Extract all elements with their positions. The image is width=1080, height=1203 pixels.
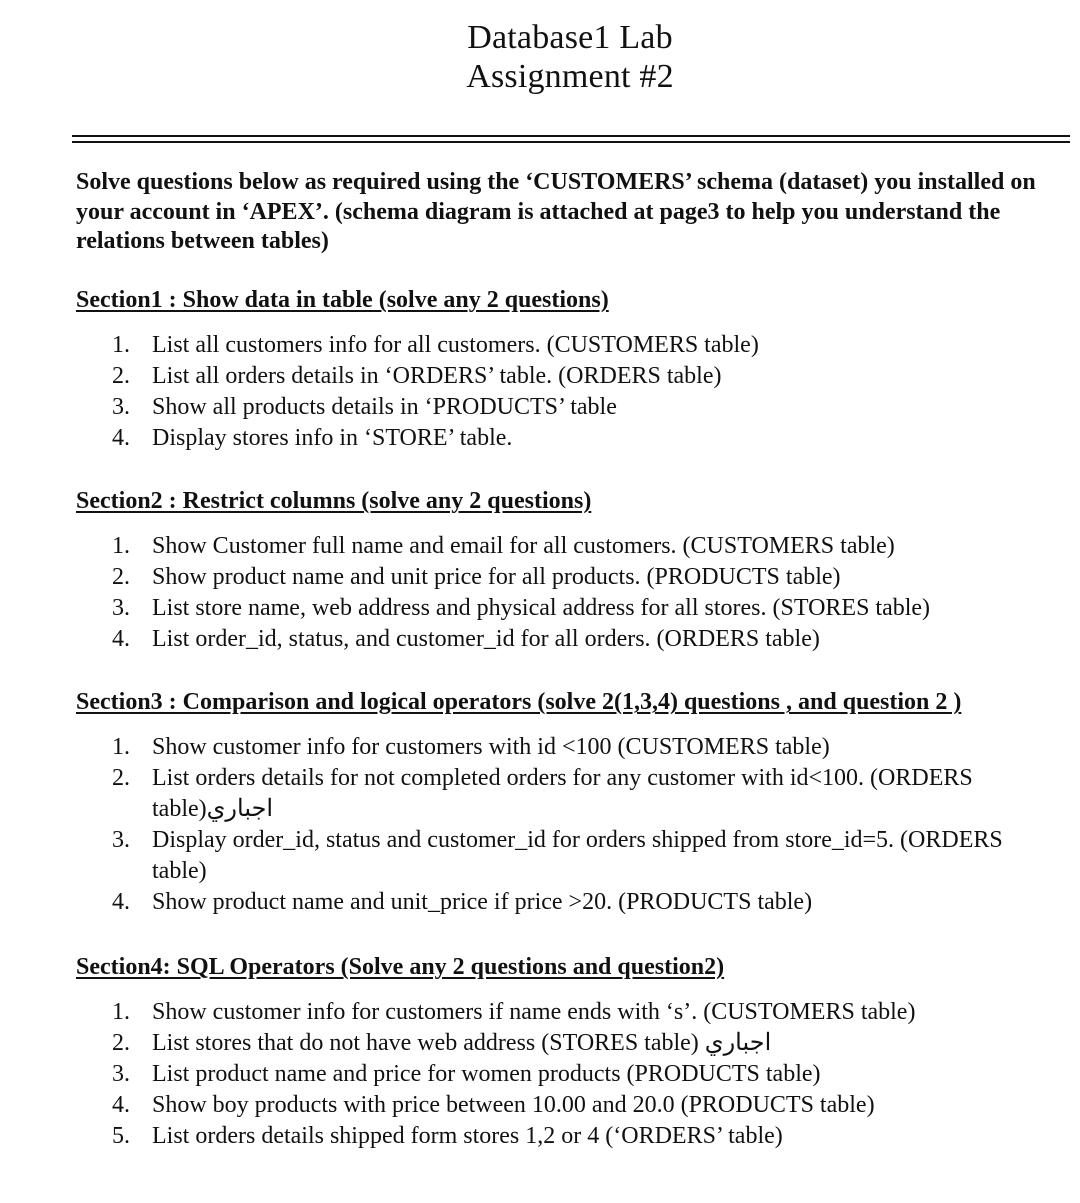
section-1 [76, 285, 1076, 454]
question-item [76, 1059, 1042, 1090]
question-number: 4. [112, 889, 130, 915]
question-text: Show product name and unit price for all products. (PRODUCTS table) [152, 564, 841, 590]
question-item [76, 1090, 1042, 1121]
question-number: 5. [112, 1123, 130, 1149]
question-item [76, 997, 1042, 1028]
question-text: List stores that do not have web address (STORES table) اجباري [152, 1030, 772, 1056]
document-subtitle: Assignment #2 [466, 58, 674, 95]
question-text: Display order_id, status and customer_id for orders shipped from store_id=5. (ORDERS table) [152, 827, 1003, 884]
question-text: Display stores info in ‘STORE’ table. [152, 425, 513, 451]
question-text: Show customer info for customers with id <100 (CUSTOMERS table) [152, 734, 830, 760]
question-number: 3. [112, 1061, 130, 1087]
question-item [76, 1028, 1042, 1059]
question-number: 1. [112, 533, 130, 559]
title-divider-top [72, 135, 1070, 137]
question-number: 4. [112, 626, 130, 652]
question-number: 2. [112, 765, 130, 791]
title-divider-bottom [72, 141, 1070, 143]
question-number: 3. [112, 394, 130, 420]
question-number: 3. [112, 595, 130, 621]
question-item [76, 392, 1042, 423]
question-item [76, 330, 1042, 361]
section-heading: Section1 : Show data in table (solve any 2 questions) [76, 287, 609, 313]
question-item [76, 624, 1042, 655]
intro-paragraph: Solve questions below as required using the ‘CUSTOMERS’ schema (dataset) you installed on your account in ‘APEX’. (schema diagram is attached at page3 to help you understand the relations between tables) [76, 169, 1036, 254]
question-number: 1. [112, 734, 130, 760]
question-item [76, 732, 1042, 763]
question-item [76, 361, 1042, 392]
question-text: List all customers info for all customers. (CUSTOMERS table) [152, 332, 759, 358]
question-text: Show boy products with price between 10.00 and 20.0 (PRODUCTS table) [152, 1092, 875, 1118]
question-number: 1. [112, 999, 130, 1025]
section-heading: Section2 : Restrict columns (solve any 2 questions) [76, 488, 592, 514]
question-text: List all orders details in ‘ORDERS’ table. (ORDERS table) [152, 363, 722, 389]
question-number: 1. [112, 332, 130, 358]
question-item [76, 531, 1042, 562]
question-text: Show product name and unit_price if price >20. (PRODUCTS table) [152, 889, 813, 915]
section-2 [76, 486, 1076, 655]
question-text: Show Customer full name and email for all customers. (CUSTOMERS table) [152, 533, 895, 559]
question-number: 2. [112, 564, 130, 590]
question-item [76, 593, 1042, 624]
question-text: Show customer info for customers if name ends with ‘s’. (CUSTOMERS table) [152, 999, 916, 1025]
section-4 [76, 952, 1076, 1152]
question-number: 4. [112, 425, 130, 451]
document-title: Database1 Lab [467, 19, 673, 56]
section-heading: Section3 : Comparison and logical operators (solve 2(1,3,4) questions , and question 2 ) [76, 689, 962, 715]
section-3 [76, 687, 1076, 918]
question-list [76, 732, 1076, 918]
question-text: List product name and price for women products (PRODUCTS table) [152, 1061, 821, 1087]
question-number: 3. [112, 827, 130, 853]
question-item [76, 562, 1042, 593]
question-text: List order_id, status, and customer_id for all orders. (ORDERS table) [152, 626, 820, 652]
question-item [76, 887, 1042, 918]
question-text: List orders details for not completed orders for any customer with id<100. (ORDERS table)اجباري [152, 765, 973, 822]
question-list [76, 531, 1076, 655]
question-text: Show all products details in ‘PRODUCTS’ table [152, 394, 617, 420]
question-number: 4. [112, 1092, 130, 1118]
question-number: 2. [112, 363, 130, 389]
question-number: 2. [112, 1030, 130, 1056]
question-list [76, 330, 1076, 454]
question-item [76, 825, 1042, 887]
question-text: List store name, web address and physical address for all stores. (STORES table) [152, 595, 931, 621]
section-heading: Section4: SQL Operators (Solve any 2 questions and question2) [76, 954, 725, 980]
question-text: List orders details shipped form stores 1,2 or 4 (‘ORDERS’ table) [152, 1123, 783, 1149]
question-item [76, 423, 1042, 454]
question-item [76, 1121, 1042, 1152]
question-item [76, 763, 1042, 825]
question-list [76, 997, 1076, 1152]
